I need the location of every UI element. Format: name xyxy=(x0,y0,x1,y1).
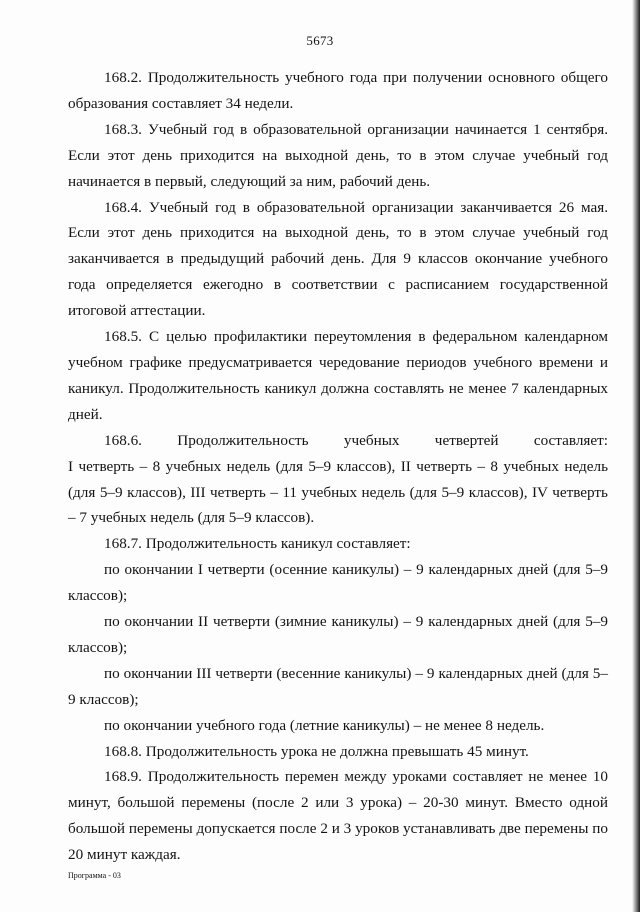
document-body xyxy=(68,65,608,868)
paragraph-168-6: 168.6. Продолжительность учебных четвертей составляет: xyxy=(104,431,608,449)
paragraph-168-4: 168.4. Учебный год в образовательной организации заканчивается 26 мая. Если этот день приходится на выходной день, то в этом случае учебный год заканчивается в предыдущий рабочий день. Для 9 классов окончание учебного года определяется ежегодно в соответствии с расписанием государственной итоговой аттестации. xyxy=(68,198,608,320)
page-number: 5673 xyxy=(306,33,334,48)
paragraph-168-9: 168.9. Продолжительность перемен между уроками составляет не менее 10 минут, большой перемены (после 2 или 3 урока) – 20-30 минут. Вместо одной большой перемены допускается после 2 и 3 уроков устанавливать две перемены по 20 минут каждая. xyxy=(68,768,608,864)
page-footer: Программа - 03 xyxy=(68,871,121,880)
paragraph-168-5: 168.5. С целью профилактики переутомления в федеральном календарном учебном графике предусматривается чередование периодов учебного времени и каникул. Продолжительность каникул должна составлять не менее 7 календарных дней. xyxy=(68,328,608,423)
holiday-winter: по окончании II четверти (зимние каникулы) – 9 календарных дней (для 5–9 классов); xyxy=(68,613,608,656)
paragraph-168-8: 168.8. Продолжительность урока не должна превышать 45 минут. xyxy=(104,742,529,760)
holiday-autumn: по окончании I четверти (осенние каникулы) – 9 календарных дней (для 5–9 классов); xyxy=(68,561,608,605)
paragraph-quarters-list: I четверть – 8 учебных недель (для 5–9 классов), II четверть – 8 учебных недель (для 5–9 классов), III четверть – 11 учебных недель (для 5–9 классов), IV четверть – 7 учебных недель (для 5–9 классов). xyxy=(68,457,608,527)
scan-edge xyxy=(632,0,640,912)
paragraph-168-2: 168.2. Продолжительность учебного года при получении основного общего образования составляет 34 недели. xyxy=(68,69,608,112)
holiday-summer: по окончании учебного года (летние каникулы) – не менее 8 недель. xyxy=(104,716,545,734)
paragraph-168-3: 168.3. Учебный год в образовательной организации начинается 1 сентября. Если этот день приходится на выходной день, то в этом случае учебный год начинается в первый, следующий за ним, рабочий день. xyxy=(68,120,608,190)
holiday-spring: по окончании III четверти (весенние каникулы) – 9 календарных дней (для 5–9 классов); xyxy=(68,664,608,708)
paragraph-168-7: 168.7. Продолжительность каникул составляет: xyxy=(104,535,411,553)
